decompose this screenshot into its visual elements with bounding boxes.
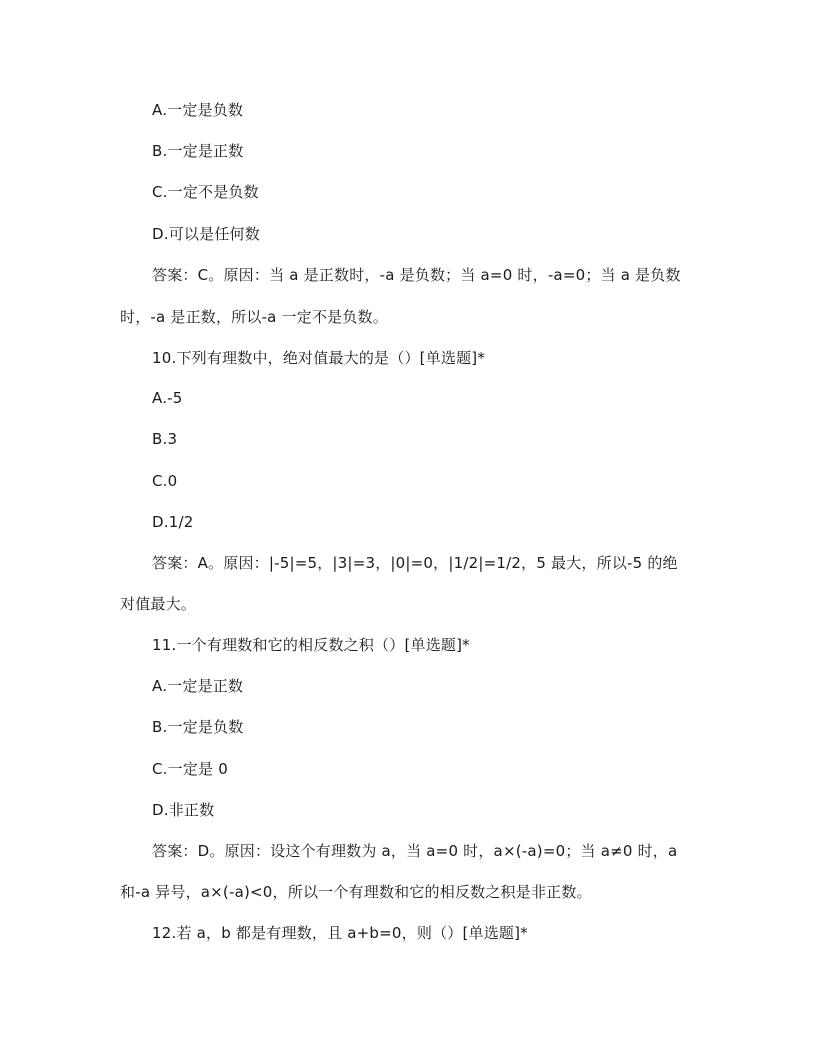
q11-option-a: A.一定是正数: [152, 677, 244, 695]
q9-answer-line2: 时，-a 是正数，所以-a 一定不是负数。: [120, 308, 388, 326]
q9-option-b: B.一定是正数: [152, 142, 244, 160]
q11-option-c: C.一定是 0: [152, 760, 228, 778]
q12-question: 12.若 a，b 都是有理数，且 a+b=0，则（）[单选题]*: [152, 924, 528, 942]
q9-option-d: D.可以是任何数: [152, 225, 260, 243]
q10-option-a: A.-5: [152, 389, 183, 407]
q11-option-d: D.非正数: [152, 801, 215, 819]
q10-question: 10.下列有理数中，绝对值最大的是（）[单选题]*: [152, 349, 486, 367]
q9-option-c: C.一定不是负数: [152, 183, 259, 201]
q10-option-d: D.1/2: [152, 513, 194, 531]
q11-option-b: B.一定是负数: [152, 718, 244, 736]
q10-answer-line2: 对值最大。: [120, 595, 197, 613]
q9-answer-line1: 答案：C。原因：当 a 是正数时，-a 是负数；当 a=0 时，-a=0；当 a 是负数: [152, 266, 681, 284]
q9-option-a: A.一定是负数: [152, 101, 244, 119]
q10-option-b: B.3: [152, 430, 178, 448]
q11-question: 11.一个有理数和它的相反数之积（）[单选题]*: [152, 636, 470, 654]
q10-option-c: C.0: [152, 472, 178, 490]
q11-answer-line2: 和-a 异号，a×(-a)<0，所以一个有理数和它的相反数之积是非正数。: [120, 883, 592, 901]
q11-answer-line1: 答案：D。原因：设这个有理数为 a，当 a=0 时，a×(-a)=0；当 a≠0 时，a: [152, 842, 678, 860]
q10-answer-line1: 答案：A。原因：|-5|=5，|3|=3，|0|=0，|1/2|=1/2，5 最大，所以-5 的绝: [152, 554, 678, 572]
